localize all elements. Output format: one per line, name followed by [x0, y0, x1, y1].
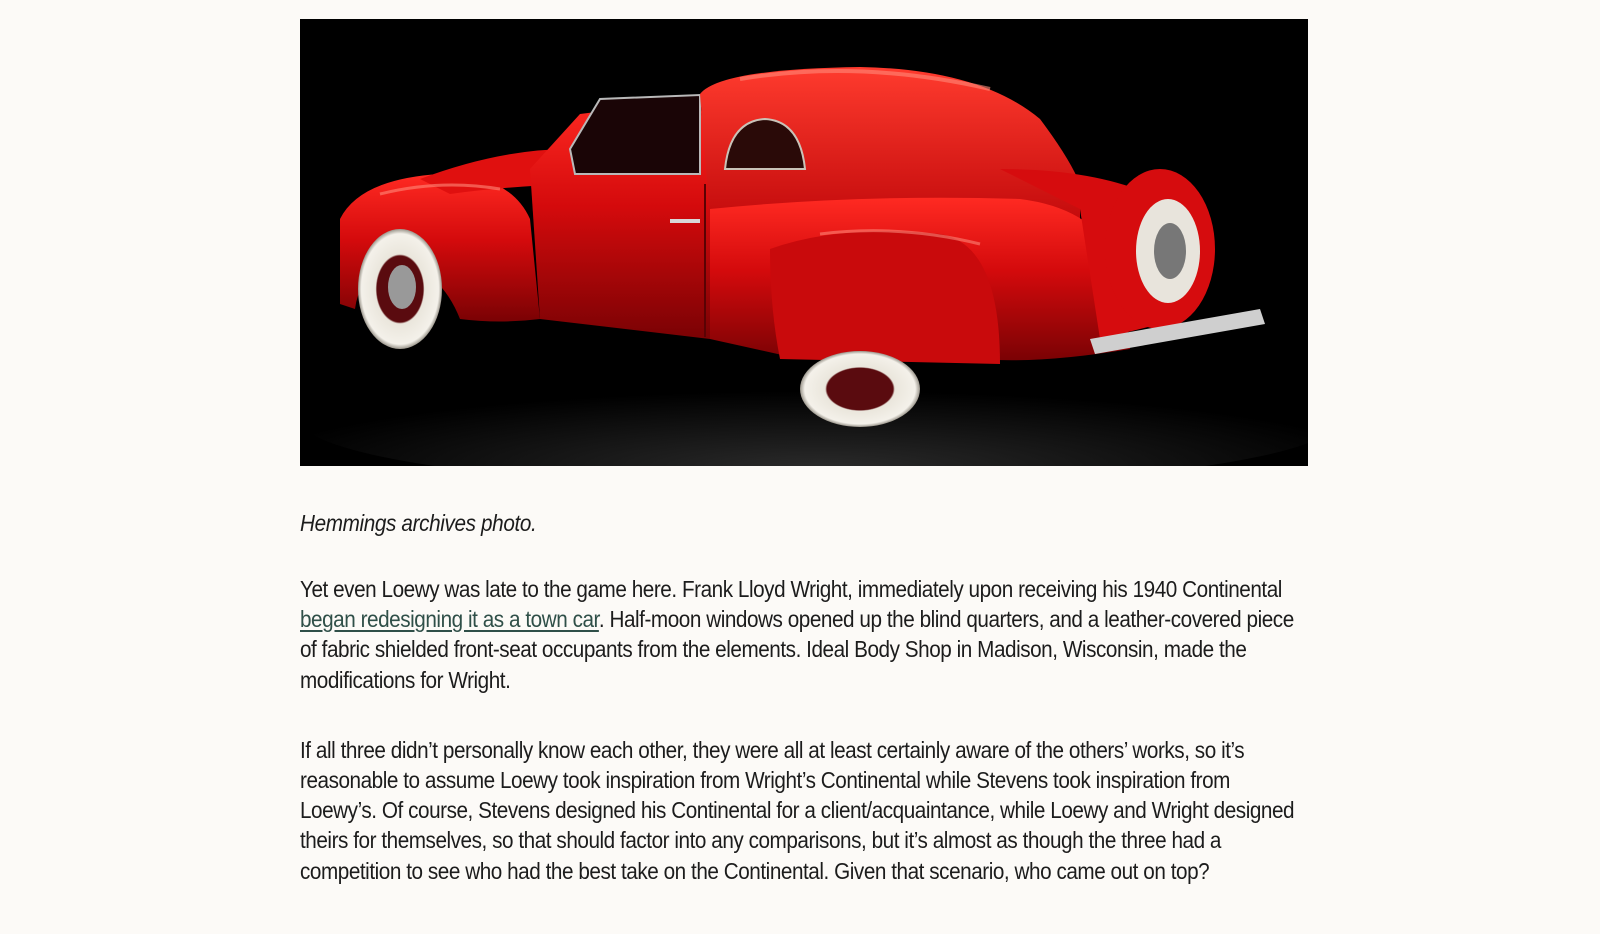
town-car-redesign-link[interactable]: began redesigning it as a town car	[300, 606, 599, 633]
paragraph-comparison: If all three didn’t personally know each other, they were all at least certainly aware of the others’ works, so it’s reasonable to assume Loewy took inspiration from Wright’s Continental while Stevens took inspiration from Loewy’s. Of course, Stevens designed his Continental for a client/acquaintance, while Loewy and Wright designed theirs for themselves, so that should factor into any comparisons, but it’s almost as though the three had a competition to see who had the best take on the Continental. Given that scenario, who came out on top?	[300, 736, 1295, 884]
paragraph-text-after-link: . Half-moon windows opened up the blind quarters, and a leather-covered piece of fabric shielded front-seat occupants from the elements. Ideal Body Shop in Madison, Wisconsin, made the modifications for Wright.	[300, 606, 1294, 693]
paragraph-text-before-link: Yet even Loewy was late to the game here. Frank Lloyd Wright, immediately upon receiving his 1940 Continental	[300, 576, 1282, 602]
car-photo	[300, 19, 1308, 466]
paragraph-wright-continental	[300, 574, 1310, 695]
photo-caption: Hemmings archives photo.	[300, 510, 537, 536]
article	[300, 19, 1310, 886]
red-vintage-coupe-illustration	[300, 19, 1308, 466]
